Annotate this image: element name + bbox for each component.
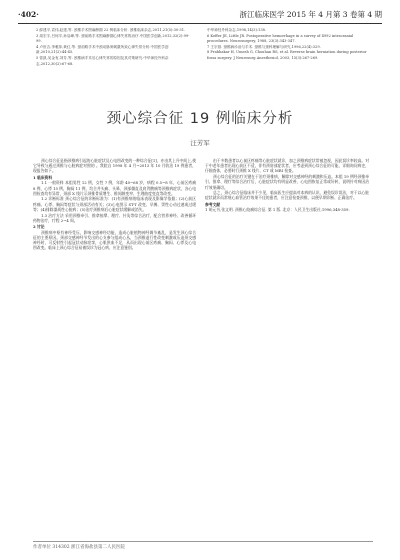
paragraph: 颈心综合征是指颈椎病引起的心脏症状及心电图改变的一种综合征[1]，亦由其上升中间上,使它导致与通过颈椎与心脏病症对照的 。我院自 1998 年 4 月~2013 年 10 月收治 19 例患者，现报告如下。 <box>33 158 196 174</box>
reference-item: 8 Prabhakar H, Umesh G, Chouhan RS, et al. Reverse brain herniation during posterior fossa surgery. J Neurosurg Anesthesiol, 2003, 15(3):267-269. <box>207 50 367 60</box>
paragraph: 由于多数患者以心前区疼痛等心脏症状就诊，加之颈椎病症状常被忽视，因此误诊率较高。对于中老年患者出现心前区不适，伴有颈肩部症状者，应考虑到颈心综合征的可能，详细询问病史，仔细查体，必要时行颈椎 X 线片、CT 或 MRI 检查。 <box>205 158 369 174</box>
paragraph: 1.3 治疗方法 采用颈椎牵引、推拿按摩、理疗、针灸等综合治疗，配合营养神经、改善循环药物治疗，疗程 2~4 周。 <box>33 212 196 223</box>
page-header <box>18 9 382 21</box>
paragraph: 颈椎病中枢有神经受压，影响交感神经功能，造成心脏植物神经调节紊乱，是发生颈心综合征的主要原因。颈部交感神经节发出的心支参与组成心丛，当颈椎退行性改变刺激或压迫颈交感神经时，可反射性引起冠状动脉痉挛，心肌供血不足，从而出现心前区疼痛、胸闷、心悸及心电图改变。临床上颈心综合征易被误诊为冠心病，应注意鉴别。 <box>33 229 196 251</box>
references-heading: 参考文献 <box>205 201 221 207</box>
reference-item: 2 薛建平,袁伟,赵建,等. 颈椎手术围麻醉期 22 例临床分析. 颈椎临床杂志,2011,21(5):30-31. <box>36 28 186 32</box>
paragraph: 颈心综合征的治疗关键在于治疗颈椎病，解除对交感神经的刺激和压迫。本组 19 例经颈椎牵引、推拿、理疗等综合治疗后，心脏症状均有明显改善，心电图恢复正常或好转，说明针对病因治疗效果确切。 <box>205 174 369 190</box>
reference-item: 中华神经外科杂志,1998,14(3):138. <box>207 28 267 32</box>
paragraph: 1.2 诊断标准 颈心综合征的诊断标准为：(1)有颈椎病的临床表现及影像学依据；(2)心前区疼痛、心悸、胸闷等症状与颈部活动有关；(3)心电图示 ST-T 改变、早搏、窦性心动过速或过缓等；(4)排除器质性心脏病；(5)治疗颈椎病后心脏症状缓解或消失。 <box>33 196 196 212</box>
references-top-right <box>207 28 367 62</box>
article-title: 颈心综合征 19 例临床分析 <box>106 111 294 127</box>
article-author: 汪芳军 <box>190 139 210 147</box>
journal-info: 浙江临床医学 2015 年 4 月第 3 卷第 4 期 <box>239 10 382 19</box>
section-heading: 2 讨论 <box>33 223 45 229</box>
reference-item: 1 胡元书,张文明. 颈椎心绞痛综合征. 第 1 版. 北京：人民卫生出版社,1996,348-359. <box>205 207 350 213</box>
references-top-left <box>36 28 194 67</box>
page-number: ·402· <box>18 10 39 19</box>
header-rule <box>18 23 382 24</box>
body-column-right <box>205 158 369 213</box>
reference-item: 5 曾凯,吴金有,刘芳,等. 颈椎病手术后心律失常的原因及其对策研究.中华神经外科杂志,2012,30(2):67-68. <box>36 55 169 66</box>
body-column-left <box>33 158 196 251</box>
reference-item: 4 卢世吉,李雅萍,黄红,等. 颈前路手术中颈动脉窦刺激所致心律失常分析.中国医学创新,2010,21(2):44-45. <box>36 44 169 55</box>
paragraph: 总之，颈心综合征临床并不少见，临床医生应提高对本病的认识，避免误诊误治，对于以心脏症状就诊而常规心血管治疗效果不佳的患者，应注意检查颈椎，以便早期诊断、正确治疗。 <box>205 190 369 201</box>
author-affiliation: 作者单位 314302 浙江省海盐县第二人民医院 <box>33 541 373 550</box>
section-heading: 1 临床资料 <box>33 174 53 180</box>
reference-item: 7 王宗基. 颈椎病诊治与手术. 颈椎与颈科理解与研究,1996,22(4):329. <box>207 44 321 49</box>
reference-item: 3 周宏宇,吕何平,孙启峰,等. 颈前路手术围麻醉期心律失常的治疗.中国医学创新,2012,32(2):99-99. <box>36 33 190 44</box>
reference-item: 6 Keffer JE, Little JR. Postoperative hemorrhage in a survey of 4992 intracranial procedures. Neurosurgery, 1988, 23(3):343-347. <box>207 33 354 44</box>
paragraph: 1.1 一般资料 本组男性 12 例，女性 7 例，年龄 40~68 岁，病程 0.5~8 年，心前区疼痛 8 例，心悸 15 例，胸闷 11 例，均合并头痛、头晕、颈部僵直及肩背酸痛等颈椎病症状，各心电图检查均有异常，颈部 X 线片示颈椎骨质增生、椎间隙变窄、生理曲度变直等改变。 <box>33 180 196 196</box>
